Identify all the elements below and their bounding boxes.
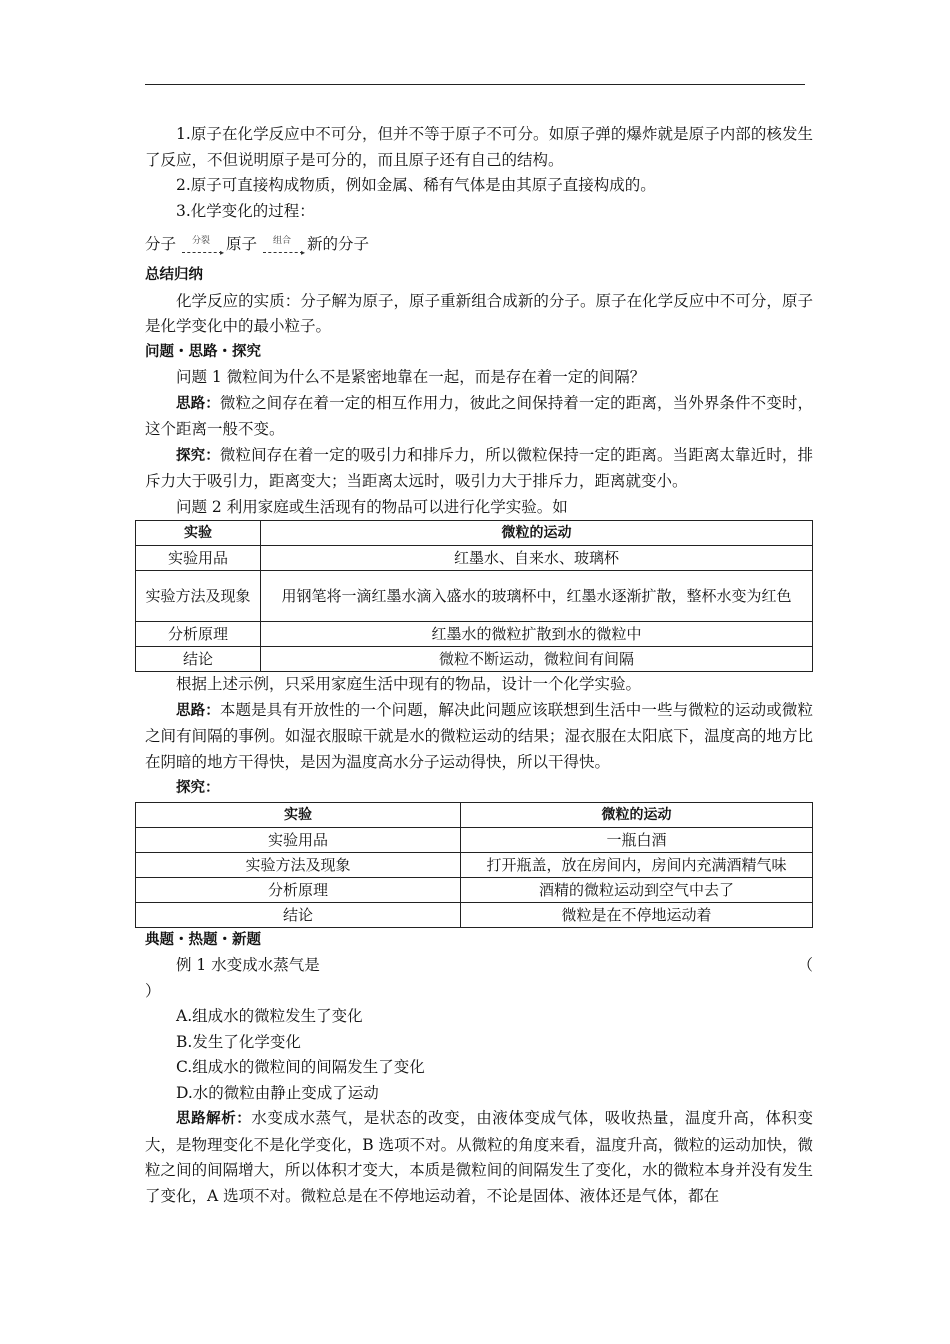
- flow-atom: 原子: [226, 235, 258, 253]
- arrow-head-icon: ▸: [220, 248, 225, 257]
- table-cell: 酒精的微粒运动到空气中去了: [460, 877, 812, 902]
- explore-label: 探究：: [176, 447, 220, 464]
- option-a: A.组成水的微粒发生了变化: [176, 1007, 363, 1025]
- table-row: [136, 622, 813, 647]
- table-cell: 实验用品: [136, 827, 461, 852]
- table-row: [136, 647, 813, 672]
- table-cell: 红墨水的微粒扩散到水的微粒中: [261, 622, 813, 647]
- table-cell: 结论: [136, 902, 461, 927]
- thinking-label: 思路：: [176, 395, 220, 412]
- question-1: 问题 1 微粒间为什么不是紧密地靠在一起，而是存在着一定的间隔？: [176, 368, 646, 386]
- flow-new-molecule: 新的分子: [307, 235, 370, 253]
- question-2: 问题 2 利用家庭或生活现有的物品可以进行化学实验。如: [176, 497, 568, 516]
- example-heading: 典题・热题・新题: [145, 931, 261, 948]
- explore-label: 探究：: [176, 780, 220, 796]
- question-2-task: 根据上述示例，只采用家庭生活中现有的物品，设计一个化学实验。: [176, 675, 642, 693]
- table-row: [136, 877, 813, 902]
- analysis-text: 水变成水蒸气，是状态的改变，由液体变成气体，吸收热量，温度升高，体积变大，是物理变化不是化学变化，B 选项不对。从微粒的角度来看，温度升高，微粒的运动加快，微粒之间的间隔增大，所以体积才变大，本质是微粒间的间隔发生了变化，水的微粒本身并没有发生了变化，A 选项不对。微粒总是在不停地运动着，不论是固体、液体还是气体，都在: [145, 1109, 813, 1205]
- thinking-1: [145, 391, 813, 443]
- explore-2: [145, 775, 813, 802]
- analysis: [145, 1106, 813, 1209]
- thinking-text: 微粒之间存在着一定的相互作用力，彼此之间保持着一定的距离，当外界条件不变时，这个距离一般不变。: [145, 393, 813, 438]
- table-header-cell: 微粒的运动: [460, 802, 812, 827]
- table-header-cell: 实验: [136, 802, 461, 827]
- document-body: [145, 122, 813, 1209]
- table-cell: 实验用品: [136, 546, 261, 571]
- table-row: [136, 852, 813, 877]
- header-rule: [145, 84, 805, 85]
- arrow-split: [180, 233, 225, 257]
- option-d: D.水的微粒由静止变成了运动: [176, 1083, 379, 1102]
- table-cell: 微粒是在不停地运动着: [460, 902, 812, 927]
- table-row: [136, 827, 813, 852]
- table-cell: 微粒不断运动，微粒间有间隔: [261, 647, 813, 672]
- table-cell: 分析原理: [136, 622, 261, 647]
- table-header-row: [136, 802, 813, 827]
- arrow-head-icon: ▸: [301, 248, 306, 257]
- answer-paren-open: （: [797, 956, 813, 974]
- table-row: [136, 571, 813, 622]
- table-cell: 红墨水、自来水、玻璃杯: [261, 546, 813, 571]
- table-cell: 打开瓶盖，放在房间内，房间内充满酒精气味: [460, 852, 812, 877]
- table-cell: 实验方法及现象: [136, 571, 261, 622]
- table-header-cell: 微粒的运动: [261, 521, 813, 546]
- summary-heading: 总结归纳: [145, 267, 203, 283]
- paragraph-atom-composition: 2.原子可直接构成物质，例如金属、稀有气体是由其原子直接构成的。: [176, 176, 656, 194]
- table-row: [136, 902, 813, 927]
- table-header-row: [136, 521, 813, 546]
- arrow-combine-label: 组合: [273, 236, 292, 246]
- thinking-text: 本题是具有开放性的一个问题，解决此问题应该联想到生活中一些与微粒的运动或微粒之间有间隔的事例。如湿衣服晾干就是水的微粒运动的结果；湿衣服在太阳底下，温度高的地方比在阴暗的地方干得快，是因为温度高水分子运动得快，所以干得快。: [145, 700, 813, 771]
- table-cell: 分析原理: [136, 877, 461, 902]
- arrow-combine: [261, 233, 306, 257]
- thinking-label: 思路：: [176, 702, 220, 719]
- paragraph-atom-divisible: 1.原子在化学反应中不可分，但并不等于原子不可分。如原子弹的爆炸就是原子内部的核发生了反应，不但说明原子是可分的，而且原子还有自己的结构。: [145, 125, 813, 169]
- option-c: C.组成水的微粒间的间隔发生了变化: [176, 1058, 425, 1076]
- table-cell: 实验方法及现象: [136, 852, 461, 877]
- paragraph-process-heading: 3.化学变化的过程：: [176, 201, 315, 220]
- table-cell: 结论: [136, 647, 261, 672]
- explore-1: [145, 443, 813, 495]
- arrow-split-label: 分裂: [192, 236, 211, 246]
- table-cell: 一瓶白酒: [460, 827, 812, 852]
- thinking-2: [145, 698, 813, 776]
- experiment-table-1: [135, 520, 813, 672]
- table-row: [136, 546, 813, 571]
- qa-heading: 问题・思路・探究: [145, 343, 261, 360]
- experiment-table-2: [135, 802, 813, 928]
- reaction-flow: [145, 225, 813, 255]
- example-stem: [145, 953, 813, 979]
- summary-text: 化学反应的实质：分子解为原子，原子重新组合成新的分子。原子在化学反应中不可分，原子是化学变化中的最小粒子。: [145, 291, 813, 335]
- answer-paren-close: ）: [145, 981, 161, 1000]
- flow-molecule: 分子: [145, 235, 177, 253]
- example-stem-text: 例 1 水变成水蒸气是: [176, 956, 320, 974]
- table-cell: 用钢笔将一滴红墨水滴入盛水的玻璃杯中，红墨水逐渐扩散，整杯水变为红色: [261, 571, 813, 622]
- option-b: B.发生了化学变化: [176, 1032, 301, 1051]
- analysis-label: 思路解析：: [176, 1111, 252, 1127]
- table-header-cell: 实验: [136, 521, 261, 546]
- explore-text: 微粒间存在着一定的吸引力和排斥力，所以微粒保持一定的距离。当距离太靠近时，排斥力大于吸引力，距离变大；当距离太远时，吸引力大于排斥力，距离就变小。: [145, 445, 813, 490]
